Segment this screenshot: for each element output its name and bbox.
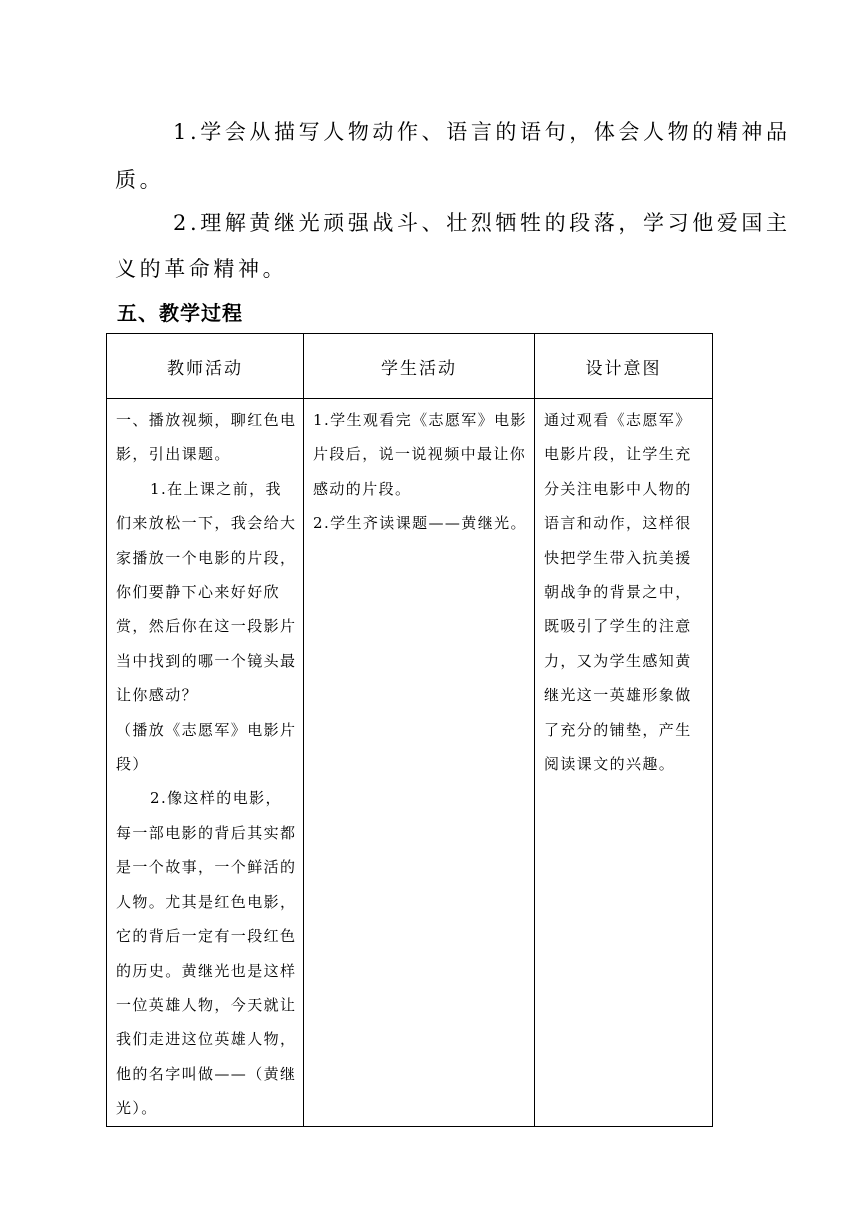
header-student-activity: 学生活动 bbox=[304, 334, 535, 399]
student-para-2: 2.学生齐读课题——黄继光。 bbox=[313, 514, 527, 533]
table-row bbox=[107, 399, 713, 1127]
objective-2-line-2: 义的革命精神。 bbox=[115, 257, 288, 281]
objective-2-line-1: 2.理解黄继光顽强战斗、壮烈牺牲的段落，学习他爱国主 bbox=[173, 211, 791, 235]
section-heading: 五、教学过程 bbox=[117, 301, 243, 325]
student-activity-cell bbox=[304, 399, 535, 1127]
teacher-para-3: （播放《志愿军》电影片段） bbox=[116, 720, 297, 774]
teacher-activity-cell bbox=[107, 399, 304, 1127]
objective-1-line-1: 1.学会从描写人物动作、语言的语句，体会人物的精神品 bbox=[173, 120, 791, 144]
table-header-row bbox=[107, 334, 713, 399]
student-para-1: 1.学生观看完《志愿军》电影片段后，说一说视频中最让你感动的片段。 bbox=[313, 411, 527, 498]
objective-1-line-2: 质。 bbox=[115, 168, 165, 192]
teacher-para-4: 2.像这样的电影，每一部电影的背后其实都是一个故事，一个鲜活的人物。尤其是红色电影，它的背后一定有一段红色的历史。黄继光也是这样一位英雄人物，今天就让我们走进这位英雄人物，他的名字叫做——（黄继光）。 bbox=[116, 789, 297, 1118]
intent-para-1: 通过观看《志愿军》电影片段，让学生充分关注电影中人物的语言和动作，这样很快把学生带入抗美援朝战争的背景之中，既吸引了学生的注意力，又为学生感知黄继光这一英雄形象做了充分的铺垫，产生阅读课文的兴趣。 bbox=[544, 411, 692, 774]
teaching-process-table bbox=[106, 333, 713, 1127]
design-intent-cell bbox=[535, 399, 713, 1127]
teacher-para-2: 1.在上课之前，我们来放松一下，我会给大家播放一个电影的片段，你们要静下心来好好欣赏，然后你在这一段影片当中找到的哪一个镜头最让你感动？ bbox=[116, 479, 297, 705]
header-teacher-activity: 教师活动 bbox=[107, 334, 304, 399]
header-design-intent: 设计意图 bbox=[535, 334, 713, 399]
teacher-para-1: 一、播放视频，聊红色电影，引出课题。 bbox=[116, 411, 297, 464]
